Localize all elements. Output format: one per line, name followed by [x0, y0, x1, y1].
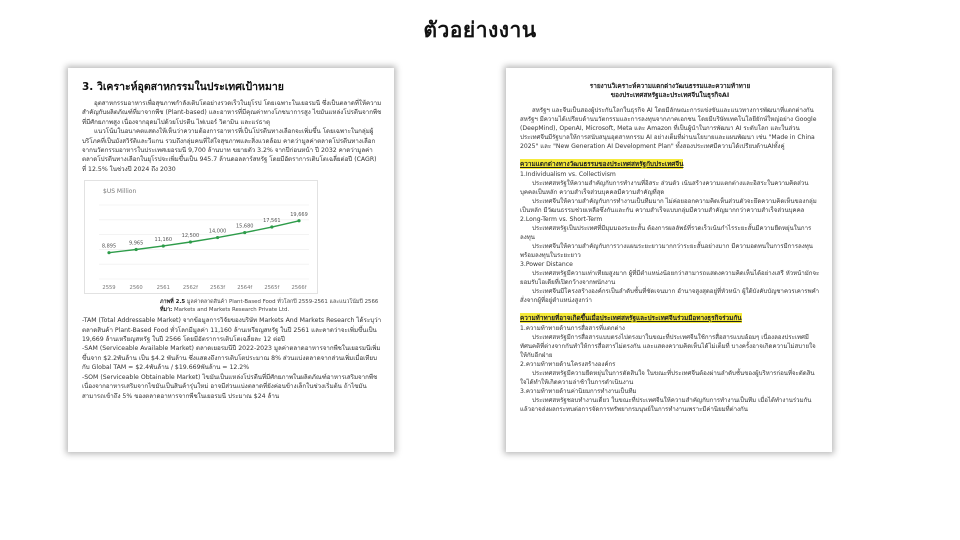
- figure-caption-label: ภาพที่ 2.5: [160, 299, 186, 306]
- chart-category-label: 2564f: [237, 285, 253, 292]
- s1-item2-title: 2.Long-Term vs. Short-Term: [520, 216, 603, 223]
- chart-category-label: 2561: [156, 285, 170, 292]
- market-value-chart: [84, 180, 318, 294]
- s2-item3-title: 3.ความท้าทายด้านค่านิยมการทำงานเป็นทีม: [520, 388, 637, 395]
- market-value-line-chart: [85, 181, 319, 295]
- chart-value-label: 17,561: [263, 218, 281, 225]
- right-doc-heading-line-2: ของประเทศสหรัฐและประเทศจีนในธุรกิจAI: [610, 91, 730, 99]
- section-2-highlight-title: ความท้าทายที่อาจเกิดขึ้นเมื่อประเทศสหรัฐและประเทศจีนร่วมมือทางธุรกิจร่วมกัน: [520, 314, 742, 322]
- right-doc-heading: [520, 82, 820, 100]
- chart-series-line: [109, 221, 299, 253]
- chart-data-point: [297, 219, 300, 222]
- chart-data-point: [216, 236, 219, 239]
- s1-item2-cn: ประเทศจีนให้ความสำคัญกับการวางแผนระยะยาวมากกว่าระยะสั้นอย่างมาก มีความอดทนในการมีการลงทุน พร้อมลงทุนในระยะยาว: [520, 243, 813, 259]
- s2-item2-text: ประเทศสหรัฐมีความยืดหยุ่นในการตัดสินใจ ในขณะที่ประเทศจีนต้องผ่านลำดับชั้นของผู้บริหารก่อนที่จะตัดสินใจได้ทำให้เกิดความล่าช้าในการดำเนินงาน: [520, 370, 815, 386]
- chart-value-label: 11,160: [154, 237, 173, 244]
- s1-item1-cn: ประเทศจีนให้ความสำคัญกับการทำงานเป็นทีมมาก ไม่ค่อยออกความคิดเห็นส่วนตัวจะยึดความคิดเห็นของกลุ่มเป็นหลัก มีวัฒนธรรมช่วยเหลือซึ่งกันและกัน ความสำเร็จแบบกลุ่มมีความสำคัญมากกว่าความสำเร็จส่วนบุคคล: [520, 198, 817, 214]
- chart-data-point: [135, 248, 138, 251]
- chart-data-point: [107, 251, 110, 254]
- s1-item3-title: 3.Power Distance: [520, 261, 573, 268]
- s1-item3-cn: ประเทศจีนมีโครงสร้างองค์กรเป็นลำดับชั้นที่ชัดเจนมาก อำนาจสูงสุดอยู่ที่หัวหน้า ผู้ใต้บังคับบัญชาควรเคารพคำสั่งจากผู้ที่อยู่ตำแหน่งสูงกว่า: [520, 288, 820, 304]
- chart-data-point: [162, 245, 165, 248]
- chart-data-point: [243, 231, 246, 234]
- chart-category-label: 2566f: [291, 285, 307, 292]
- left-document-page: [68, 68, 394, 452]
- s2-item2-title: 2.ความท้าทายด้านโครงสร้างองค์กร: [520, 361, 616, 368]
- s1-item1-us: ประเทศสหรัฐให้ความสำคัญกับการทำงานที่อิสระ ส่วนตัว เน้นสร้างความแตกต่างและอิสระในความคิดส่วนบุคคลเป็นหลัก ความสำเร็จส่วนบุคคลมีความสำคัญที่สุด: [520, 180, 809, 196]
- s2-item1-title: 1.ความท้าทายด้านการสื่อสารที่แตกต่าง: [520, 325, 625, 332]
- s2-item1-text: ประเทศสหรัฐมีการสื่อสารแบบตรงไปตรงมาในขณะที่ประเทศจีนใช้การสื่อสารแบบอ้อมๆ เนื่องลองประเทศมีทัศนคติที่ต่างจากกันทำให้การสื่อสารไม่ตรงกัน และแสดงความคิดเห็นได้ไม่เต็มที่ บางครั้งอาจเกิดความไม่สบายใจให้กับอีกฝ่าย: [520, 334, 816, 359]
- figure-source-label: ที่มา:: [160, 307, 173, 314]
- left-doc-sam-paragraph: -SAM (Serviceable Available Market) ตลาดเยอรมนีปี 2022-2023 มูลค่าตลาดอาหารจากพืชในเยอรมนีเพิ่มขึ้นจาก $2.2พันล้าน เป็น $4.2 พันล้าน ซึ่งแสดงถึงการเติบโตประมาณ 8% ส่วนแบ่งตลาดจากส่วนเพิ่มเมื่อเทียบกับ Global TAM = $2.4พันล้าน / $19.669พันล้าน = 12.2%: [82, 345, 381, 372]
- right-doc-heading-line-1: รายงานวิเคราะห์ความแตกต่างวัฒนธรรมและความท้าทาย: [589, 82, 751, 90]
- section-1-highlight-title: ความแตกต่างทางวัฒนธรรมของประเทศสหรัฐกับประเทศจีน: [520, 160, 684, 168]
- chart-value-label: 9,965: [128, 240, 144, 247]
- left-doc-tam-paragraph: -TAM (Total Addressable Market) จากข้อมูลการวิจัยของบริษัท Markets And Markets Research ได้ระบุว่าตลาดสินค้า Plant-Based Food ทั่วโลกมีมูลค่า 11,160 ล้านเหรียญสหรัฐ ในปี 2561 และคาดว่าจะเพิ่มขึ้นเป็น 19,669 ล้านเหรียญสหรัฐ ในปี 2566 โดยมีอัตราการเติบโตเฉลี่ยละ 12 ต่อปี: [82, 317, 382, 344]
- left-doc-paragraph-1: อุตสาหกรรมอาหารเพื่อสุขภาพกำลังเติบโตอย่างรวดเร็วในยุโรป โดยเฉพาะในเยอรมนี ซึ่งเป็นตลาดที่ให้ความสำคัญกับผลิตภัณฑ์ที่มาจากพืช (Plant-based) และอาหารที่มีคุณค่าทางโภชนาการสูง ไขมันแหล่งโปรตีนจากพืชที่มีศักยภาพสูง เนื่องจากอุดมไปด้วยโปรตีน ไฟเบอร์ วิตามิน และแร่ธาตุ: [82, 100, 382, 126]
- chart-value-label: 15,680: [235, 223, 254, 230]
- chart-category-label: 2562f: [182, 285, 198, 292]
- s1-item2-us: ประเทศสหรัฐเป็นประเทศที่มีมุมมองระยะสั้น ต้องการผลลัพธ์ที่รวดเร็วเน้นกำไรระยะสั้นมีความยืดหยุ่นในการลงทุน: [520, 225, 812, 241]
- chart-category-label: 2565f: [264, 285, 280, 292]
- figure-caption: [160, 298, 382, 314]
- chart-title: $US Million: [103, 188, 137, 196]
- right-doc-intro: สหรัฐฯ และจีนเป็นสองผู้ประกันโลกในธุรกิจ AI โดยมีลักษณะการแข่งขันและแนวทางการพัฒนาที่แตกต่างกัน สหรัฐฯ มีความได้เปรียบด้านนวัตกรรมและการลงทุนจากภาคเอกชน โดยมีบริษัทเทคโนโลยียักษ์ใหญ่อย่าง Google (DeepMind), OpenAI, Microsoft, Meta และ Amazon ที่เป็นผู้นำในการพัฒนา AI ระดับโลก และในส่วนประเทศจีนมีรัฐบาลให้การสนับสนุนอุตสาหกรรม AI อย่างเต็มที่ผ่านนโยบายและแผนพัฒนา เช่น "Made in China 2025" และ "New Generation AI Development Plan" ทั้งสองประเทศมีความได้เปรียบด้านAIทั้งคู่: [520, 107, 817, 150]
- s1-item3-us: ประเทศสหรัฐมีความเท่าเทียมสูงมาก ผู้ที่มีตำแหน่งน้อยกว่าสามารถแสดงความคิดเห็นได้อย่างเสรี หัวหน้ามักจะยอมรับไอเดียที่เปิดกว้างจากพนักงาน: [520, 270, 820, 286]
- slide-title: ตัวอย่างงาน: [423, 18, 537, 42]
- figure-caption-text: มูลค่าตลาดสินค้า Plant-Based Food ทั่วโลกปี 2559-2561 และแนวโน้มปี 2566: [186, 299, 379, 306]
- chart-value-label: 14,000: [208, 228, 227, 235]
- chart-data-point: [270, 226, 273, 229]
- chart-value-label: 19,669: [290, 212, 308, 219]
- right-document-page: [506, 68, 832, 452]
- left-doc-heading: 3. วิเคราะห์อุตสาหกรรมในประเทศเป้าหมาย: [82, 81, 284, 93]
- chart-value-label: 12,500: [181, 233, 200, 240]
- left-doc-som-paragraph: -SOM (Serviceable Obtainable Market) ไขมันเป็นแหล่งโปรตีนที่มีศักยภาพในผลิตภัณฑ์อาหารเสริมจากพืชเนื่องจากอาหารเสริมจากไขมันเป็นสินค้ารุ่นใหม่ อาจมีส่วนแบ่งตลาดที่ยังค่อนข้างเล็กในช่วงเริ่มต้น ถ้าไขมันสามารถเข้าถึง 5% ของตลาดอาหารจากพืชในเยอรมนี ประมาณ $24 ล้าน: [82, 373, 378, 400]
- chart-data-point: [189, 241, 192, 244]
- chart-category-label: 2563f: [210, 285, 226, 292]
- s1-item1-title: 1.Individualism vs. Collectivism: [520, 171, 616, 178]
- chart-category-label: 2559: [102, 285, 116, 292]
- chart-category-label: 2560: [129, 285, 143, 292]
- left-doc-paragraph-2: แนวโน้มในอนาคตแสดงให้เห็นว่าความต้องการอาหารที่เป็นโปรตีนทางเลือกจะเพิ่มขึ้น โดยเฉพาะในกลุ่มผู้บริโภคที่เป็นมังสวิรัติและวีแกน รวมถึงกลุ่มคนที่ใส่ใจสุขภาพและสิ่งแวดล้อม คาดว่ามูลค่าตลาดโปรตีนทางเลือกจากนวัตกรรมอาหารในประเทศเยอรมนี 9,700 ล้านบาท ขยายตัว 3.2% จากปีก่อนหน้า ปี 2032 คาดว่ามูลค่าตลาดโปรตีนทางเลือกในยุโรปจะเพิ่มขึ้นเป็น 945.7 ล้านดอลลาร์สหรัฐ โดยมีอัตราการเติบโตเฉลี่ยต่อปี (CAGR) ที่ 12.5% ในช่วงปี 2024 ถึง 2030: [82, 128, 377, 173]
- s2-item3-text: ประเทศสหรัฐชอบทำงานเดี่ยว ในขณะที่ประเทศจีนให้ความสำคัญกับการทำงานเป็นทีม เมื่อได้ทำงานร่วมกันแล้วอาจส่งผลกระทบต่อการจัดการทรัพยากรมนุษย์ในการทำงานเพราะมีค่านิยมที่ต่างกัน: [520, 397, 812, 413]
- figure-source-text: Markets and Markets Research Private Ltd.: [174, 307, 290, 314]
- chart-value-label: 8,895: [101, 243, 117, 250]
